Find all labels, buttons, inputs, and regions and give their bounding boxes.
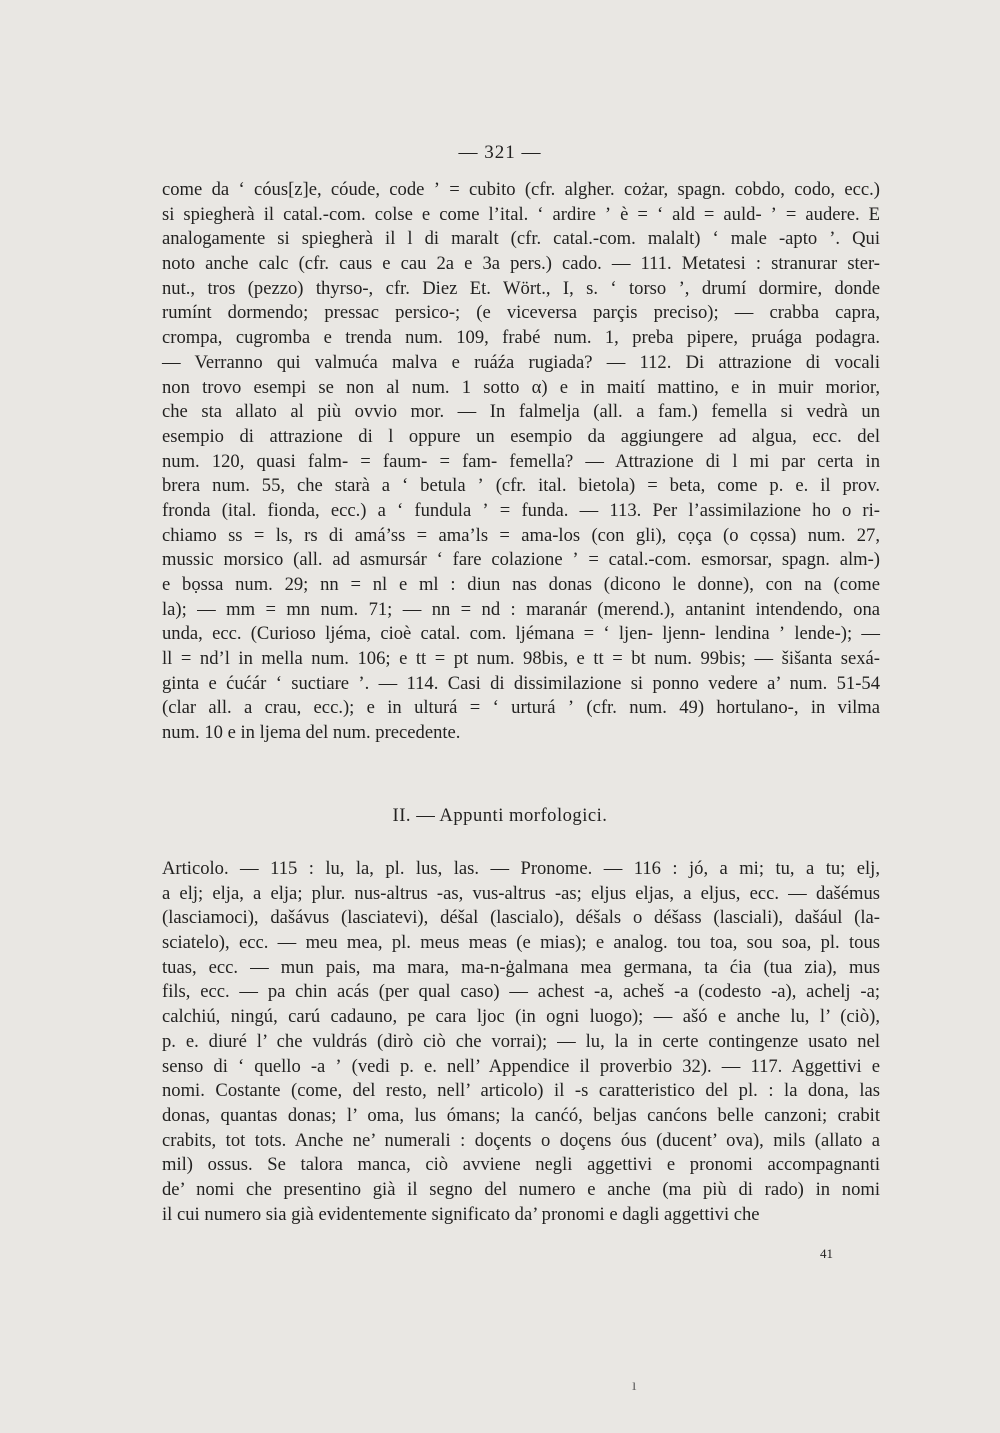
text-line: (lasciamoci), dašávus (lasciatevi), déšal (lascialo), déšals o déšass (lasciali), dašául (la- xyxy=(162,907,880,929)
text-line: che sta allato al più ovvio mor. — In falmelja (all. a fam.) femella si vedrà un xyxy=(162,401,880,423)
text-line: brera num. 55, che starà a ʻ betula ʼ (cfr. ital. bietola) = beta, come p. e. il prov. xyxy=(162,475,880,497)
text-line: come da ʻ cóus[z]e, cóude, code ʼ = cubito (cfr. algher. cożar, spagn. cobdo, codo, ecc.) xyxy=(162,179,880,200)
text-line: p. e. diuré l’ che vuldrás (dirò ciò che vorrai); — lu, la in certe contingenze usato nel xyxy=(162,1030,880,1052)
text-line: crompa, cugromba e trenda num. 109, frabé num. 1, preba pipere, pruága podagra. xyxy=(162,327,880,349)
text-line: ll = nd’l in mella num. 106; e tt = pt num. 98bis, e tt = bt num. 99bis; — šišanta sexá- xyxy=(162,648,880,670)
text-line: chiamo ss = ls, rs di amá’ss = ama’ls = ama-los (con gli), cọça (o cọssa) num. 27, xyxy=(162,524,880,546)
text-line: la); — mm = mn num. 71; — nn = nd : maranár (merend.), antanint intendendo, ona xyxy=(162,598,880,620)
text-line: rumínt dormendo; pressac persico-; (e viceversa parçis preciso); — crabba capra, xyxy=(162,302,880,324)
section-heading: II. — Appunti morfologici. xyxy=(392,805,608,826)
text-line: senso di ʻ quello -a ʼ (vedi p. e. nell’ Appendice il proverbio 32). — 117. Aggettivi e xyxy=(162,1055,880,1077)
text-line: il cui numero sia già evidentemente significato da’ pronomi e dagli aggettivi che xyxy=(162,1203,760,1225)
text-line: nomi. Costante (come, del resto, nell’ articolo) il -s caratteristico del pl. : la dona, las xyxy=(162,1080,880,1102)
text-line: num. 120, quasi falm- = faum- = fam- femella? — Attrazione di l mi par certa in xyxy=(162,450,880,472)
text-line: Articolo. — 115 : lu, la, pl. lus, las. — Pronome. — 116 : jó, a mi; tu, a tu; elj, xyxy=(162,858,880,879)
text-line: non trovo esempi se non al num. 1 sotto α) e in maití mattino, e in muir morior, xyxy=(162,376,880,398)
text-line: sciatelo), ecc. — meu mea, pl. meus meas (e mias); e analog. tou toa, sou soa, pl. tous xyxy=(162,932,880,954)
page-number: — 321 — xyxy=(458,142,542,163)
text-line: ginta e ćućár ʻ suctiare ʼ. — 114. Casi di dissimilazione si ponno vedere a’ num. 51-54 xyxy=(162,672,880,694)
text-line: si spiegherà il catal.-com. colse e come l’ital. ʻ ardire ʼ è = ʻ ald = auld- ʼ = audere. E xyxy=(162,203,880,225)
text-line: esempio di attrazione di l oppure un esempio da aggiungere ad algua, ecc. del xyxy=(162,425,880,447)
text-line: nut., tros (pezzo) thyrso-, cfr. Diez Et. Wört., I, s. ʻ torso ʼ, drumí dormire, donde xyxy=(162,277,880,299)
paragraph-phonetics xyxy=(162,178,880,746)
text-line: fils, ecc. — pa chin acás (per qual caso) — achest -a, acheš -a (codesto -a), achelj -a; xyxy=(162,981,880,1003)
text-line: donas, quantas donas; l’ oma, lus ómans; la canćó, beljas canćons belle canzoni; crabit xyxy=(162,1104,880,1126)
paragraph-morphology xyxy=(162,857,880,1227)
text-line: — Verranno qui valmuća malva e ruáźa rugiada? — 112. Di attrazione di vocali xyxy=(162,351,880,373)
text-line: a elj; elja, a elja; plur. nus-altrus -as, vus-altrus -as; eljus eljas, a eljus, ecc. — dašémus xyxy=(162,882,880,904)
text-line: analogamente si spiegherà il l di maralt (cfr. catal.-com. malalt) ʻ male -apto ʼ. Qui xyxy=(162,228,880,250)
text-line: tuas, ecc. — mun pais, ma mara, ma-n-ġalmana mea germana, ta ćia (tua zia), mus xyxy=(162,956,880,978)
text-line: calchiú, ningú, carú cadauno, pe cara ljoc (in ogni luogo); — ašó e anche lu, l’ (ciò), xyxy=(162,1006,880,1028)
signature-mark: 41 xyxy=(820,1246,833,1261)
text-line: fronda (ital. fionda, ecc.) a ʻ fundula ʼ = funda. — 113. Per l’assimilazione ho o ri- xyxy=(162,499,880,521)
text-line: unda, ecc. (Curioso ljéma, cioè catal. com. ljémana = ʻ ljen- ljenn- lendina ʼ lende-); — xyxy=(162,623,880,645)
text-line: de’ nomi che presentino già il segno del numero e anche (ma più di rado) in nomi xyxy=(162,1178,880,1200)
text-line: noto anche calc (cfr. caus e cau 2a e 3a pers.) cado. — 111. Metatesi : stranurar ster- xyxy=(162,253,880,275)
text-line: num. 10 e in ljema del num. precedente. xyxy=(162,722,461,744)
text-line: e bọssa num. 29; nn = nl e ml : diun nas donas (dicono le donne), con na (come xyxy=(162,574,880,595)
text-line: crabits, tot tots. Anche ne’ numerali : doçents o doçens óus (ducent’ ova), mils (allato a xyxy=(162,1129,880,1151)
stray-mark: ı xyxy=(632,1377,637,1394)
text-line: mussic morsico (all. ad asmursár ʻ fare colazione ʼ = catal.-com. esmorsar, spagn. alm-) xyxy=(162,549,880,571)
text-line: (clar all. a crau, ecc.); e in ulturá = ʻ urturá ʼ (cfr. num. 49) hortulano-, in vilma xyxy=(162,697,880,719)
text-line: mil) ossus. Se talora manca, ciò avviene negli aggettivi e pronomi accompagnanti xyxy=(162,1154,880,1176)
